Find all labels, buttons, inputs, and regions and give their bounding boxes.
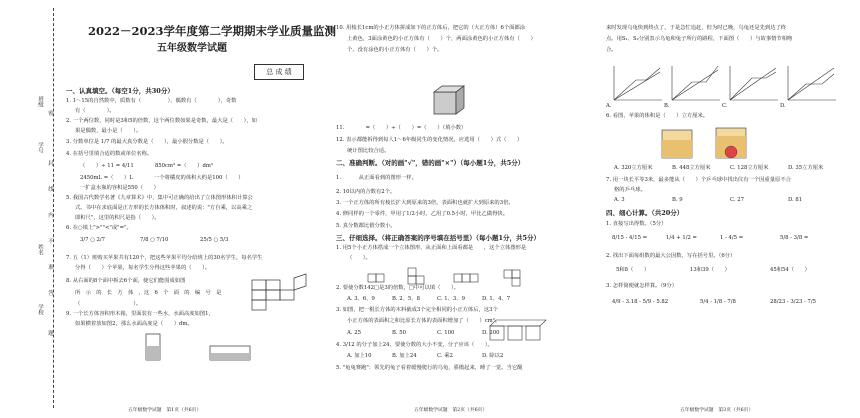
option: D. 81 <box>788 197 803 203</box>
gcd-item: 5和8（ ） <box>616 267 650 273</box>
graph-label: C. <box>722 103 728 109</box>
option: D. 35立方厘米 <box>788 165 824 171</box>
question-line: 7. 用一块长平等3米，最多能从（ ）个乒乓球中找出仪有一个因重量原不合 <box>606 177 791 183</box>
question-line: （ ）。 <box>75 301 142 307</box>
question-line: 2. 一个两位数，同时是3和5的倍数，这个两位数如果是奇数，最大是（ ），如 <box>66 118 257 124</box>
option: B. 加上24 <box>392 353 417 359</box>
option: A. 25 <box>347 330 361 336</box>
question-line: 12. 表示都能拆得到每人1～6年级同生的变化情况，应选用（ ）式（ ） <box>336 137 523 143</box>
question-line: 5. "龟兔赛跑"：领先的兔子看着缓慢爬行的乌龟，骄傲起来，睡了一觉。当它醒 <box>336 365 523 371</box>
option: C. 乘2 <box>437 353 453 359</box>
question-line: 1. 用5个小正方体搭成一个立体图形，从正面和上面看都是 ，这个立体图形是 <box>336 245 527 251</box>
question-line: 来时发现乌龟快到终点了，于是急忙追赶，但为时已晚，乌龟还是先到达了终 <box>606 25 787 31</box>
section-fill: 一、认真填空。（每空1分，共30分） <box>66 87 174 95</box>
question-line: 1. 1～15的自然数中，质数有（ ），偶数有（ ），奇数 <box>66 98 237 104</box>
option: B. 9 <box>672 197 683 203</box>
question-line: 一扩盒水瓶的容积是550（ ） <box>80 185 159 191</box>
margin-label-name: 姓名 <box>37 244 43 255</box>
option: B. 448立方厘米 <box>672 165 711 171</box>
section-judge: 二、准确判断。（对的画"√"，错的画"×"）（每小题1分，共5分） <box>336 159 525 167</box>
question-line: 2. 10以内的合数有2个。 <box>336 189 396 195</box>
race-graphs <box>606 60 846 108</box>
question-line: 4. 在括号里填合适的数或单位名称。 <box>66 151 153 157</box>
question-line: 有（ ）。 <box>75 108 115 114</box>
question-line: 6. 看图，苹果的体积是（ ）立方厘米。 <box>606 113 709 119</box>
simplify-item: 4/9 - 3.18 - 5/9 - 5.82 <box>612 299 669 305</box>
margin-label-school: 学校 <box>37 304 43 315</box>
gcd-item: 13和39（ ） <box>690 267 730 273</box>
margin-label-class: 班级 <box>37 96 43 107</box>
score-box: 总 成 绩 <box>254 64 304 80</box>
cube-figure <box>432 84 466 116</box>
question-line: 2. 要使分数142□是3的倍数，□中可以填（ ）。 <box>336 285 459 291</box>
question-line: 7. 五（1）班购买苹果共有120个，把这些苹果平均分给班上的30名学生，每名学生 <box>66 255 263 261</box>
question-line: 果是偶数，最小是（ ）。 <box>75 128 142 134</box>
option: A. 320立方厘米 <box>614 165 653 171</box>
section-calc: 四、细心计算。（共20分） <box>606 209 684 217</box>
graph-label: A. <box>606 103 612 109</box>
question-line: 式。书中在求底面是正方形的长方体体积时，叙述的说："方自乘，以高乘之 <box>75 205 253 211</box>
option: D. 1、4、7 <box>482 296 511 302</box>
question-line: 点。用S₁、S₂分别表示乌龟和兔子所行的路程，下面图（ ）与故事情节相吻 <box>606 36 793 42</box>
margin-warning-char: 线 <box>47 186 53 192</box>
question-line: 统计图比较合适。 <box>347 148 390 154</box>
question-line: 8. 从右面的8个面中拆去6个面，使它们能围成如图 <box>66 278 186 284</box>
question-line: 11. =（ ）÷（ ）=（ ）（填小数） <box>336 125 467 131</box>
question-line: 4. 修同样的一个零件，甲用了1/2小时，乙用了0.5小时，甲比乙做得快。 <box>336 211 509 217</box>
question-line: 分得（ ）个苹果，每名学生分得这些苹果的（ ）。 <box>75 265 211 271</box>
margin-warning-char: 内 <box>47 212 53 218</box>
question-line: 9. 一个长方体容积形木箱，里面装有一些水，水面高度如图1， <box>66 311 214 317</box>
page-footer: 五年级数学试题 第1页（共6页） <box>128 408 202 413</box>
compare-item: 3/7 ○ 2/7 <box>80 237 106 243</box>
question-line: 格的乒乓球。 <box>614 187 646 193</box>
question-line: 上黄色，3面涂黄色的小正方体有（ ）个，两面涂黄色的小正方体有（ ） <box>347 36 536 42</box>
question-line: 3. 一个正方体的所有棱长扩大到原来的3倍，表面积也就扩大到原来的3倍。 <box>336 200 514 206</box>
apple-volume-figure <box>660 122 770 162</box>
graph-label: B. <box>664 103 670 109</box>
question-line: 小正方体的表面积之和比原长方体的表面积增加了（ ）cm²。 <box>347 318 501 324</box>
margin-label-number: 学号 <box>37 142 43 153</box>
compare-item: 7/8 ○ 7/10 <box>140 237 169 243</box>
option: C. 27 <box>730 197 744 203</box>
margin-warning-char: 题 <box>47 330 53 336</box>
question-line: 3. 分数单位是 1/7 的最大真分数是（ ），最小假分数是（ ）。 <box>66 139 228 145</box>
margin-warning-char: 答 <box>47 290 53 296</box>
option: B. 2、5、8 <box>392 296 420 302</box>
box-net-figure <box>250 272 310 312</box>
question-line: 合。 <box>606 47 617 53</box>
compare-item: 25/5 ○ 5/3 <box>200 237 229 243</box>
margin-warning-char: 不 <box>47 238 53 244</box>
question-line: 10. 用棱长1cm的小正方体拼成如下的正方体后，把它的（大正方体）6个面都涂 <box>336 25 526 31</box>
calc-item: 1/4 + 1/2 = <box>666 235 697 241</box>
question-line: 6. 在○填上">""<"或"="。 <box>66 225 132 231</box>
cut-line <box>53 8 54 408</box>
page-footer: 五年级数学试题 第3页（共6页） <box>680 408 754 413</box>
option: C. 128立方厘米 <box>730 165 769 171</box>
question-line: 如果横着放如图2，那么水面高度是（ ）dm。 <box>75 321 193 327</box>
calc-item: 5/8 - 3/8 = <box>780 235 809 241</box>
option: D. 200 <box>482 330 500 336</box>
question-line: 3. 如图，把一根长方体的木料截成3个完全相同的小正方体后，这3个 <box>336 307 498 313</box>
option: B. 50 <box>392 330 407 336</box>
question-line: 1. 直接写出得数。（5分） <box>606 221 667 227</box>
calc-item: 8/15 - 4/15 = <box>612 235 648 241</box>
option: A. 3 <box>614 197 625 203</box>
block-shapes-figure <box>364 264 544 286</box>
option: D. 除以2 <box>482 353 504 359</box>
question-line: 即积尺"，这里的积尺是指（ ）。 <box>75 215 160 221</box>
margin-warning-char: 封 <box>47 160 53 166</box>
graph-label: D. <box>780 103 786 109</box>
question-line: 2. 找出下面每组数的最大公因数，写在括号里。（6分） <box>606 253 736 259</box>
question-line: （ ）。 <box>347 255 371 261</box>
question-line: （ ）÷ 11 = 4/11 850cm³ =（ ）dm³ <box>80 163 214 169</box>
question-line: 5. 真分数都比假分数小。 <box>336 223 396 229</box>
question-line: 3. 怎样简便就怎样算。（9分） <box>606 283 678 289</box>
margin-warning-char: 密 <box>47 110 53 116</box>
question-line: 所 示 的 长 方 体 ，这 6 个 面 的 编 号 是 <box>75 290 222 296</box>
question-line: 4. 3/12 的分子加上24，要使分数的大小不变，分子应该（ ）。 <box>336 342 493 348</box>
exam-subtitle: 五年级数学试题 <box>157 43 227 54</box>
page-footer: 五年级数学试题 第2页（共6页） <box>414 408 488 413</box>
margin-warning-char: 准 <box>47 264 53 270</box>
question-line: 1. 从正面看到的图形一样。 <box>336 175 417 181</box>
simplify-item: 28/23 - 3/23 - 7/5 <box>770 299 816 305</box>
option: A. 3、6、9 <box>347 296 375 302</box>
question-line: 5. 我国古代数学名著《九章算术》中，集中可正确的给出了立体图形体积计算公 <box>66 195 253 201</box>
option: C. 1、3、9 <box>437 296 465 302</box>
section-choose: 三、仔细选择。（将正确答案的序号填在括号里）（每小题1分，共5分） <box>336 234 541 242</box>
gcd-item: 45和54（ ） <box>770 267 810 273</box>
option: C. 100 <box>437 330 455 336</box>
water-tank-figure <box>140 330 280 366</box>
exam-title: 2022－2023学年度第二学期期末学业质量监测 <box>88 24 337 38</box>
simplify-item: 5/4 - 1/8 - 7/8 <box>700 299 736 305</box>
calc-item: 1 - 4/5 = <box>720 235 744 241</box>
question-line: 个，没有涂色的小正方体有（ ）个。 <box>347 47 443 53</box>
question-line: 2450mL =（ ）L 一个将橘皮的体积大约是100（ ） <box>80 175 244 181</box>
option: A. 加上10 <box>347 353 372 359</box>
binding-margin <box>0 0 62 418</box>
